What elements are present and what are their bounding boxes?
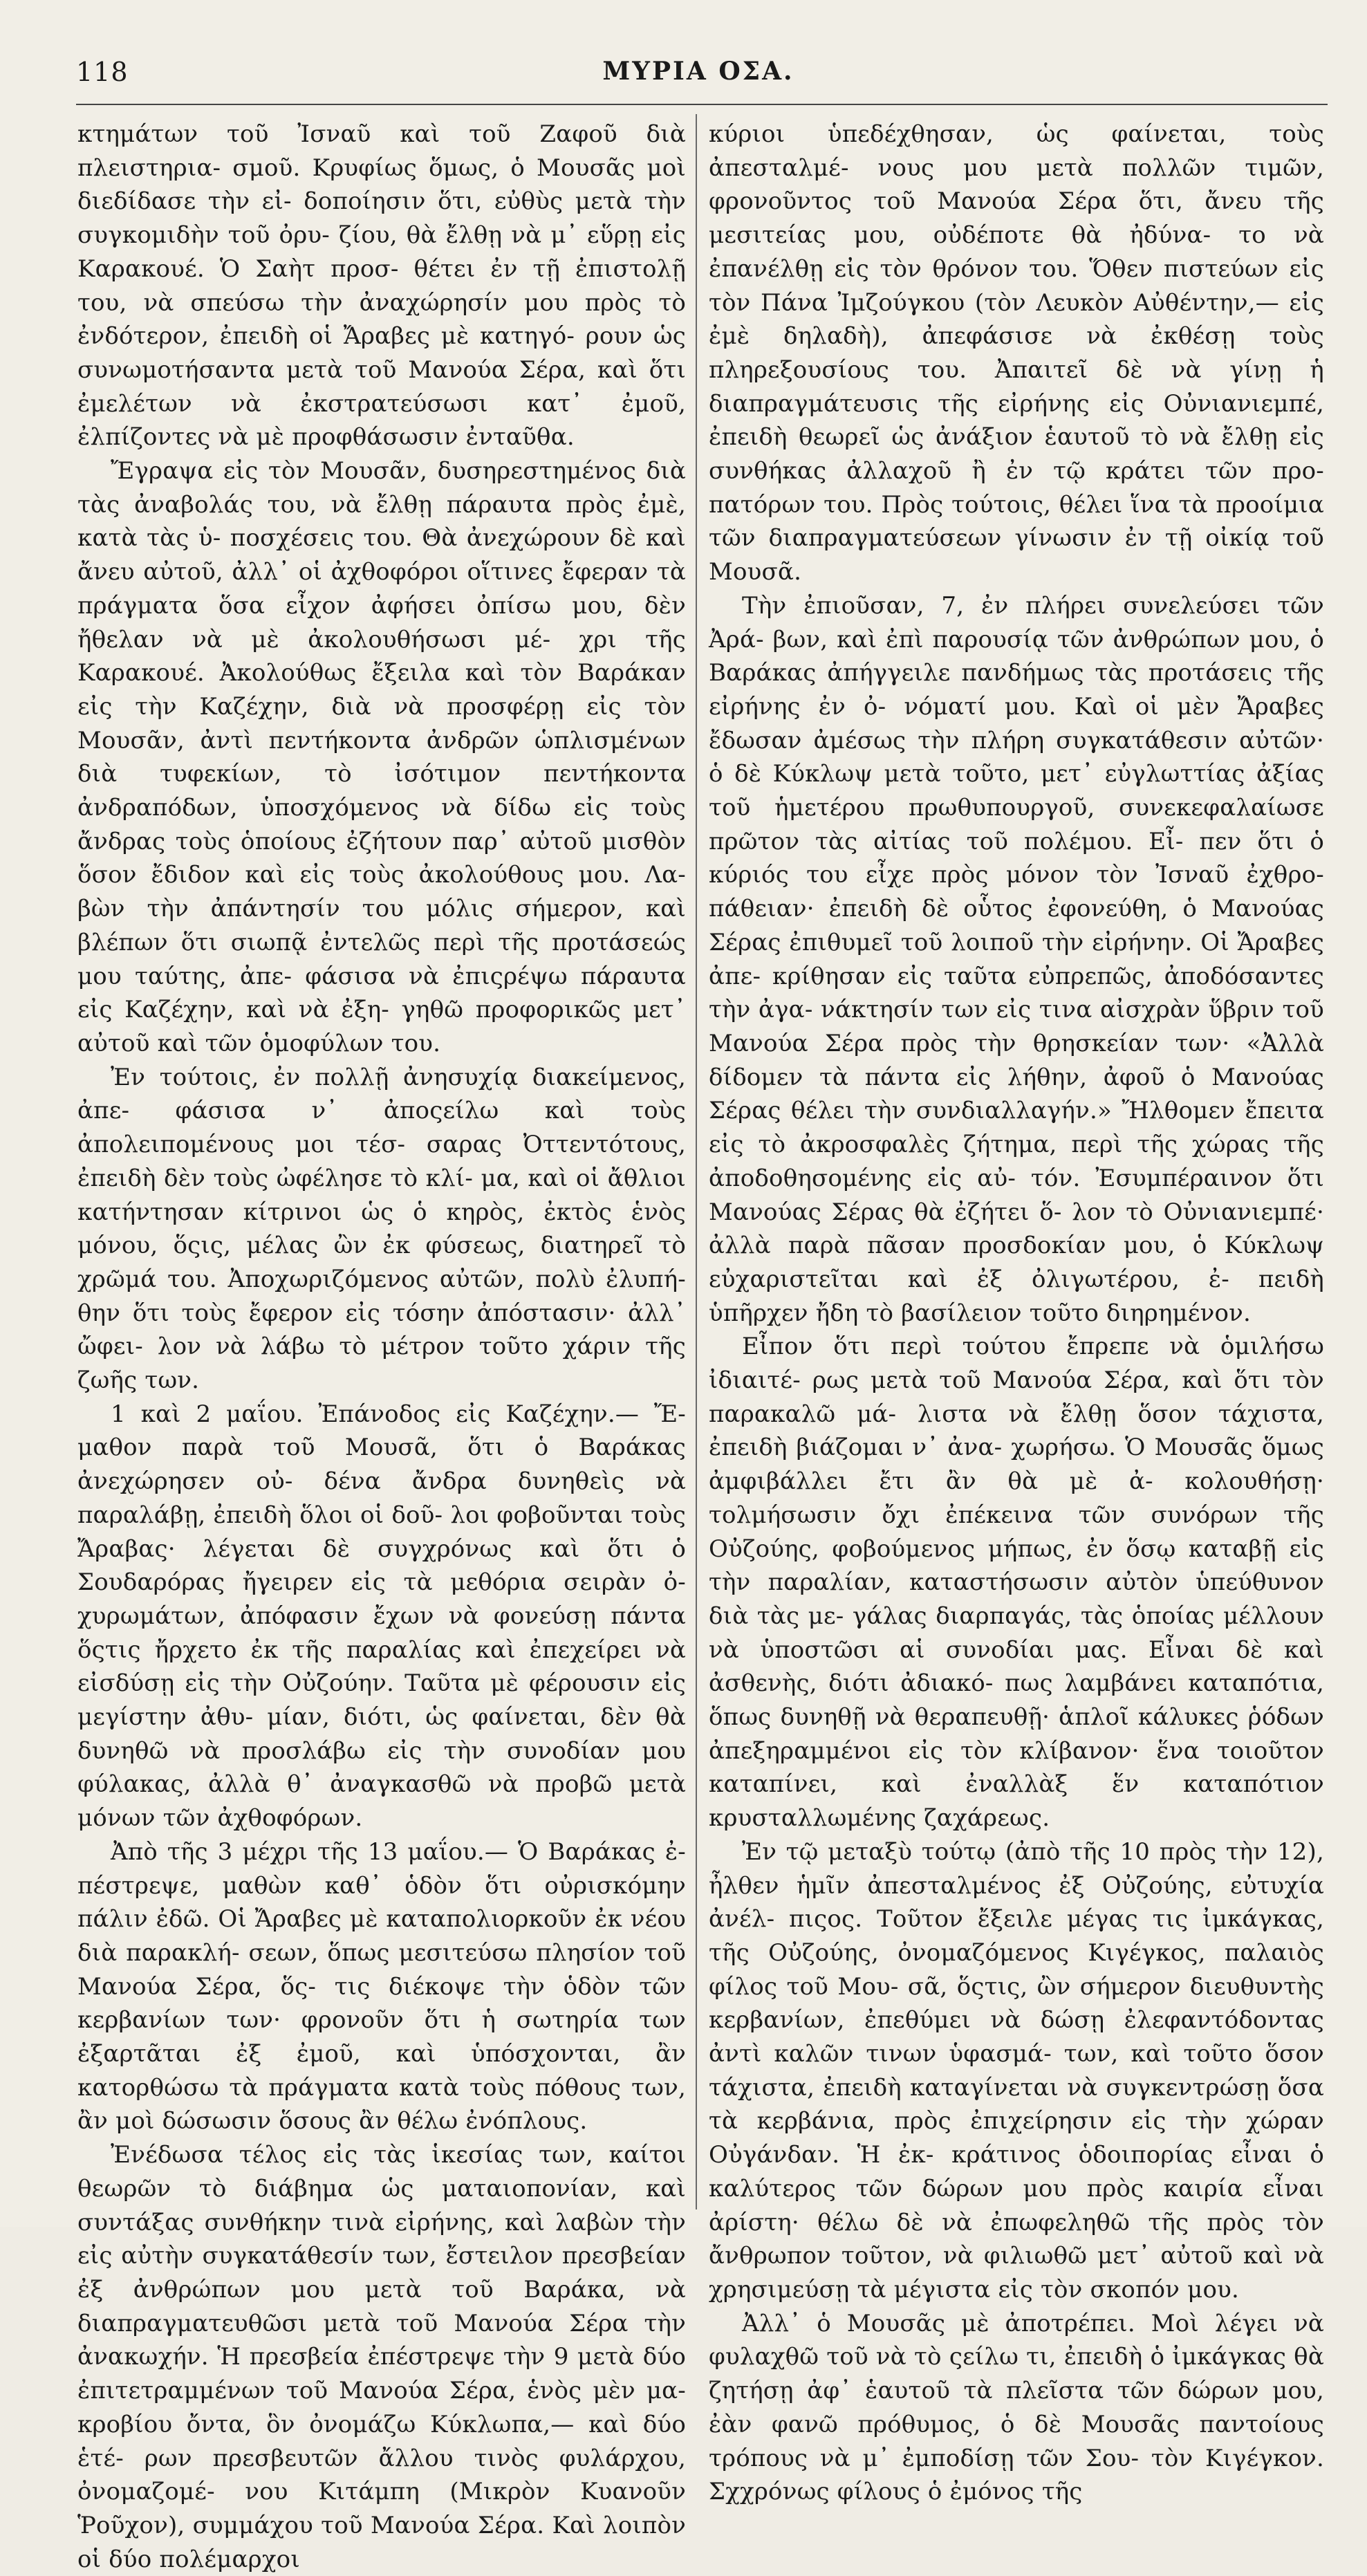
paragraph: Ἀλλ᾿ ὁ Μουσᾶς μὲ ἀποτρέπει. Μοὶ λέγει νὰ φυλαχθῶ τοῦ νὰ τὸ ςείλω τι, ἐπειδὴ ὁ ἰμκάγκας θὰ ζητήσῃ ἀφ᾿ ἑαυτοῦ τὰ πλεῖστα τῶν δώρων μου, ἐὰν φανῶ πρόθυμος, ὁ δὲ Μουσᾶς παντοίους τρόπους νὰ μ᾿ ἐμποδίσῃ τῶν Σου- τὸν Κιγέγκον. Σχχρόνως φίλους ὁ ἐμόνος τῆς [709,2309,1324,2506]
paragraph: Τὴν ἐπιοῦσαν, 7, ἐν πλήρει συνελεύσει τῶν Ἀρά- βων, καὶ ἐπὶ παρουσίᾳ τῶν ἀνθρώπων μου, ὁ Βαράκας ἀπήγγειλε πανδήμως τὰς προτάσεις τῆς εἰρήνης ἐν ὀ- νόματί μου. Καὶ οἱ μὲν Ἄραβες ἔδωσαν ἀμέσως τὴν πλήρη συγκατάθεσιν αὐτῶν· ὁ δὲ Κύκλωψ μετὰ τοῦτο, μετ᾿ εὐγλωττίας ἀξίας τοῦ ἡμετέρου πρωθυπουργοῦ, συνεκεφαλαίωσε πρῶτον τὰς αἰτίας τοῦ πολέμου. Εἶ- πεν ὅτι ὁ κύριός του εἶχε πρὸς μόνον τὸν Ἰσναῦ ἐχθρο- πάθειαν· ἐπειδὴ δὲ οὗτος ἐφονεύθη, ὁ Μανούας Σέρας ἐπιθυμεῖ τοῦ λοιποῦ τὴν εἰρήνην. Οἱ Ἄραβες ἀπε- κρίθησαν εἰς ταῦτα εὐπρεπῶς, ἀποδόσαντες τὴν ἀγα- νάκτησίν των εἰς τινα αἰσχρὰν ὕβριν τοῦ Μανούα Σέρα πρὸς τὴν θρησκείαν των· «Ἀλλὰ δίδομεν τὰ πάντα εἰς λήθην, ἀφοῦ ὁ Μανούας Σέρας θέλει τὴν συνδιαλλαγήν.» Ἤλθομεν ἔπειτα εἰς τὸ ἀκροσφαλὲς ζήτημα, περὶ τῆς χώρας τῆς ἀποδοθησομένης εἰς αὐ- τόν. Ἐσυμπέραινον ὅτι Μανούας Σέρας θὰ ἐζήτει ὅ- λον τὸ Οὐνιανιεμπέ· ἀλλὰ παρὰ πᾶσαν προσδοκίαν μου, ὁ Κύκλωψ εὐχαριστεῖται καὶ ἐξ ὀλιγωτέρου, ἐ- πειδὴ ὑπῆρχεν ἤδη τὸ βασίλειον τοῦτο διηρημένον. [709,591,1324,1327]
header-rule [76,104,1328,105]
paragraph: Ἔγραψα εἰς τὸν Μουσᾶν, δυσηρεστημένος διὰ τὰς ἀναβολάς του, νὰ ἔλθῃ πάραυτα πρὸς ἐμὲ, κατὰ τὰς ὑ- ποσχέσεις του. Θὰ ἀνεχώρουν δὲ καὶ ἄνευ αὐτοῦ, ἀλλ᾿ οἱ ἀχθοφόροι οἵτινες ἔφεραν τὰ πράγματα ὅσα εἶχον ἀφήσει ὀπίσω μου, δὲν ἤθελαν νὰ μὲ ἀκολουθήσωσι μέ- χρι τῆς Καρακουέ. Ἀκολούθως ἔξειλα καὶ τὸν Βαράκαν εἰς τὴν Καζέχην, διὰ νὰ προσφέρῃ εἰς τὸν Μουσᾶν, ἀντὶ πεντήκοντα ἀνδρῶν ὡπλισμένων διὰ τυφεκίων, τὸ ἰσότιμον πεντήκοντα ἀνδραπόδων, ὑποσχόμενος νὰ δίδω εἰς τοὺς ἄνδρας τοὺς ὁποίους ἐζήτουν παρ᾿ αὐτοῦ μισθὸν ὅσον ἔδιδον καὶ εἰς τοὺς ἀκολούθους μου. Λα- βὼν τὴν ἀπάντησίν του μόλις σήμερον, καὶ βλέπων ὅτι σιωπᾷ ἐντελῶς περὶ τῆς προτάσεώς μου ταύτης, ἀπε- φάσισα νὰ ἐπιςρέψω πάραυτα εἰς Καζέχην, καὶ νὰ ἐξη- γηθῶ προφορικῶς μετ᾿ αὐτοῦ καὶ τῶν ὁμοφύλων του. [77,457,686,1057]
paragraph: Ἐν τῷ μεταξὺ τούτῳ (ἀπὸ τῆς 10 πρὸς τὴν 12), ἦλθεν ἡμῖν ἀπεσταλμένος ἐξ Οὐζούης, εὐτυχία ἀνέλ- πιςος. Τοῦτον ἔξειλε μέγας τις ἰμκάγκας, τῆς Οὐζούης, ὀνομαζόμενος Κιγέγκος, παλαιὸς φίλος τοῦ Μου- σᾶ, ὅςτις, ὢν σήμερον διευθυντὴς κερβανίων, ἐπεθύμει νὰ δώσῃ ἐλεφαντόδοντας ἀντὶ καλῶν τινων ὑφασμά- των, καὶ τοῦτο ὅσον τάχιστα, ἐπειδὴ καταγίνεται νὰ συγκεντρώσῃ ὅσα τὰ κερβάνια, πρὸς ἐπιχείρησιν εἰς τὴν χώραν Οὐγάνδαν. Ἡ ἐκ- κράτινος ὁδοιπορίας εἶναι ὁ καλύτερος τῶν δώρων μου πρὸς καιρία εἶναι ἀρίστη· θέλω δὲ νὰ ἐπωφεληθῶ τῆς πρὸς τὸν ἄνθρωπον τοῦτον, νὰ φιλιωθῶ μετ᾿ αὐτοῦ καὶ νὰ χρησιμεύσῃ τὰ μέγιστα εἰς τὸν σκοπόν μου. [709,1837,1324,2304]
paragraph: 1 καὶ 2 μαΐου. Ἐπάνοδος εἰς Καζέχην.— Ἔ- μαθον παρὰ τοῦ Μουσᾶ, ὅτι ὁ Βαράκας ἀνεχώρησεν οὐ- δένα ἄνδρα δυνηθεὶς νὰ παραλάβῃ, ἐπειδὴ ὅλοι οἱ δοῦ- λοι φοβοῦνται τοὺς Ἄραβας· λέγεται δὲ συγχρόνως καὶ ὅτι ὁ Σουδαρόρας ἤγειρεν εἰς τὰ μεθόρια σειρὰν ὀ- χυρωμάτων, ἀπόφασιν ἔχων νὰ φονεύσῃ πάντα ὅςτις ἤρχετο ἐκ τῆς παραλίας καὶ ἐπεχείρει νὰ εἰσδύσῃ εἰς τὴν Οὐζούην. Ταῦτα μὲ φέρουσιν εἰς μεγίστην ἀθυ- μίαν, διότι, ὡς φαίνεται, δὲν θὰ δυνηθῶ νὰ προσλάβω εἰς τὴν συνοδίαν μου φύλακας, ἀλλὰ θ᾿ ἀναγκασθῶ νὰ προβῶ μετὰ μόνων τῶν ἀχθοφόρων. [77,1400,686,1833]
left-column [77,118,686,2573]
page-number: 118 [76,57,129,87]
paragraph: Εἶπον ὅτι περὶ τούτου ἔπρεπε νὰ ὁμιλήσω ἰδιαιτέ- ρως μετὰ τοῦ Μανούα Σέρα, καὶ ὅτι τὸν παρακαλῶ μά- λιστα νὰ ἔλθῃ ὅσον τάχιστα, ἐπειδὴ βιάζομαι ν᾿ ἀνα- χωρήσω. Ὁ Μουσᾶς ὅμως ἀμφιβάλλει ἔτι ἂν θὰ μὲ ἀ- κολουθήσῃ· τολμήσωσιν ὄχι ἐπέκεινα τῶν συνόρων τῆς Οὐζούης, φοβούμενος μήπως, ἐν ὅσῳ καταβῇ εἰς τὴν παραλίαν, καταστήσωσιν αὐτὸν ὑπεύθυνον διὰ τὰς με- γάλας διαρπαγάς, τὰς ὁποίας μέλλουν νὰ ὑποστῶσι αἱ συνοδίαι μας. Εἶναι δὲ καὶ ἀσθενὴς, διότι ἀδιακό- πως λαμβάνει καταπότια, ὅπως δυνηθῇ νὰ θεραπευθῇ· ἁπλοῖ κάλυκες ῥόδων ἀπεξηραμμένοι εἰς τὸν κλίβανον· ἕνα τοιοῦτον καταπίνει, καὶ ἐναλλὰξ ἕν καταπότιον κρυσταλλωμένης ζαχάρεως. [709,1333,1324,1833]
paragraph: κτημάτων τοῦ Ἰσναῦ καὶ τοῦ Ζαφοῦ διὰ πλειστηρια- σμοῦ. Κρυφίως ὅμως, ὁ Μουσᾶς μοὶ διεδίδασε τὴν εἰ- δοποίησιν ὅτι, εὐθὺς μετὰ τὴν συγκομιδὴν τοῦ ὀρυ- ζίου, θὰ ἔλθῃ νὰ μ᾿ εὕρῃ εἰς Καρακουέ. Ὁ Σαὴτ προσ- θέτει ἐν τῇ ἐπιστολῇ του, νὰ σπεύσω τὴν ἀναχώρησίν μου πρὸς τὸ ἐνδότερον, ἐπειδὴ οἱ Ἄραβες μὲ κατηγό- ρουν ὡς συνωμοτήσαντα μετὰ τοῦ Μανούα Σέρα, καὶ ὅτι ἐμελέτων νὰ ἐκστρατεύσωσι κατ᾿ ἐμοῦ, ἐλπίζοντες νὰ μὲ προφθάσωσιν ἐνταῦθα. [77,120,686,452]
right-column [709,118,1324,2506]
paragraph: Ἐν τούτοις, ἐν πολλῇ ἀνησυχίᾳ διακείμενος, ἀπε- φάσισα ν᾿ ἀποςείλω καὶ τοὺς ἀπολειπομένους μοι τέσ- σαρας Ὀττεντότους, ἐπειδὴ δὲν τοὺς ὠφέλησε τὸ κλί- μα, καὶ οἱ ἄθλιοι κατήντησαν κίτρινοι ὡς ὁ κηρὸς, ἐκτὸς ἑνὸς μόνου, ὅςις, μέλας ὢν ἐκ φύσεως, διατηρεῖ τὸ χρῶμά του. Ἀποχωριζόμενος αὐτῶν, πολὺ ἐλυπή- θην ὅτι τοὺς ἔφερον εἰς τόσην ἀπόστασιν· ἀλλ᾿ ὤφει- λον νὰ λάβω τὸ μέτρον τοῦτο χάριν τῆς ζωῆς των. [77,1063,686,1395]
paragraph: Ἀπὸ τῆς 3 μέχρι τῆς 13 μαΐου.— Ὁ Βαράκας ἐ- πέστρεψε, μαθὼν καθ᾿ ὁδὸν ὅτι οὐρισκόμην πάλιν ἐδῶ. Οἱ Ἄραβες μὲ καταπολιορκοῦν ἐκ νέου διὰ παρακλή- σεων, ὅπως μεσιτεύσω πλησίον τοῦ Μανούα Σέρα, ὅς- τις διέκοψε τὴν ὁδὸν τῶν κερβανίων των· φρονοῦν ὅτι ἡ σωτηρία των ἐξαρτᾶται ἐξ ἐμοῦ, καὶ ὑπόσχονται, ἂν κατορθώσω τὰ πράγματα κατὰ τοὺς πόθους των, ἂν μοὶ δώσωσιν ὅσους ἂν θέλω ἐνόπλους. [77,1837,686,2135]
page-header [76,57,1321,98]
column-divider [696,114,697,2209]
running-title: ΜΥΡΙΑ ΟΣΑ. [602,57,794,86]
paragraph: κύριοι ὑπεδέχθησαν, ὡς φαίνεται, τοὺς ἀπεσταλμέ- νους μου μετὰ πολλῶν τιμῶν, φρονοῦντος τοῦ Μανούα Σέρα ὅτι, ἄνευ τῆς μεσιτείας μου, οὐδέποτε θὰ ἠδύνα- το νὰ ἐπανέλθῃ εἰς τὸν θρόνον του. Ὅθεν πιστεύων εἰς τὸν Πάνα Ἰμζούγκου (τὸν Λευκὸν Αὐθέντην,— εἰς ἐμὲ δηλαδὴ), ἀπεφάσισε νὰ ἐκθέσῃ τοὺς πληρεξουσίους του. Ἀπαιτεῖ δὲ νὰ γίνῃ ἡ διαπραγμάτευσις τῆς εἰρήνης εἰς Οὐνιανιεμπέ, ἐπειδὴ θεωρεῖ ὡς ἀνάξιον ἑαυτοῦ τὸ νὰ ἔλθῃ εἰς συνθήκας ἀλλαχοῦ ἢ ἐν τῷ κράτει τῶν προ- πατόρων του. Πρὸς τούτοις, θέλει ἵνα τὰ προοίμια τῶν διαπραγματεύσεων γίνωσιν ἐν τῇ οἰκίᾳ τοῦ Μουσᾶ. [709,120,1324,586]
paragraph: Ἐνέδωσα τέλος εἰς τὰς ἱκεσίας των, καίτοι θεωρῶν τὸ διάβημα ὡς ματαιοπονίαν, καὶ συντάξας συνθήκην τινὰ εἰρήνης, καὶ λαβὼν τὴν εἰς αὐτὴν συγκατάθεσίν των, ἔστειλον πρεσβείαν ἐξ ἀνθρώπων μου μετὰ τοῦ Βαράκα, νὰ διαπραγματευθῶσι μετὰ τοῦ Μανούα Σέρα τὴν ἀνακωχήν. Ἡ πρεσβεία ἐπέστρεψε τὴν 9 μετὰ δύο ἐπιτετραμμένων τοῦ Μανούα Σέρα, ἑνὸς μὲν μα- κροβίου ὄντα, ὃν ὀνομάζω Κύκλωπα,— καὶ δύο ἑτέ- ρων πρεσβευτῶν ἄλλου τινὸς φυλάρχου, ὀνομαζομέ- νου Κιτάμπη (Μικρὸν Κυανοῦν Ῥοῦχον), συμμάχου τοῦ Μανούα Σέρα. Καὶ λοιπὸν οἱ δύο πολέμαρχοι [77,2141,686,2573]
